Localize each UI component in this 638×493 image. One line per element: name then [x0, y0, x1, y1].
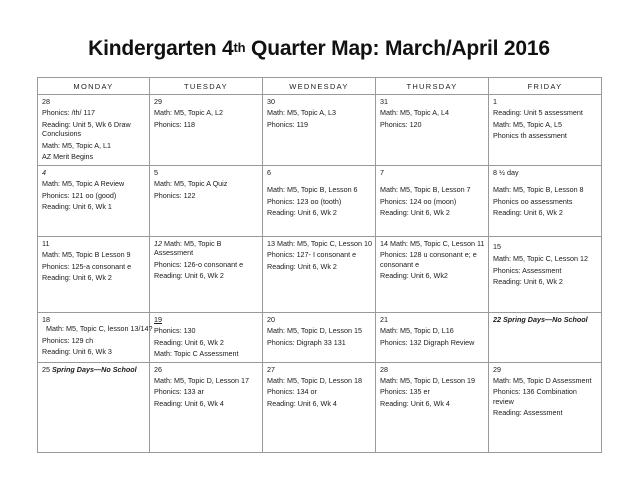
day-number: 25 — [42, 364, 50, 374]
entry: Math: M5, Topic B, Lesson 6 — [267, 185, 358, 195]
entry: Phonics: 130 — [154, 326, 196, 336]
entry: Reading: Unit 6, Wk 2 — [380, 208, 450, 218]
entry: Reading: Unit 6, Wk 2 — [154, 337, 224, 347]
entry: Phonics: 121 oo (good) — [42, 190, 117, 200]
entry: Phonics: 128 u consonant e; e consonant e — [380, 250, 477, 269]
entry: Reading: Unit 6, Wk2 — [380, 271, 448, 281]
day-number: 6 — [267, 168, 271, 177]
entry: Phonics: 124 oo (moon) — [380, 196, 457, 206]
day-cell — [489, 237, 602, 313]
entry: Math: M5, Topic A, L2 — [154, 108, 223, 118]
day-cell — [376, 166, 489, 237]
day-number: 29 — [493, 364, 501, 374]
day-number: 28 — [380, 364, 388, 374]
day-number: 11 — [42, 239, 50, 248]
header-monday: MONDAY — [38, 78, 150, 95]
day-cell — [38, 313, 153, 363]
day-number: 26 — [154, 364, 162, 374]
entry: Math: M5, Topic C, Lesson 12 — [493, 254, 588, 264]
week-row — [38, 362, 602, 452]
day-number: 30 — [267, 97, 275, 106]
header-thursday: THURSDAY — [376, 78, 489, 95]
entry: Phonics: 134 or — [267, 387, 317, 397]
entry — [493, 315, 598, 324]
day-number: 28 — [42, 97, 50, 106]
day-number: 20 — [267, 315, 275, 324]
day-number: 21 — [380, 315, 388, 324]
entry — [267, 239, 372, 248]
day-cell — [150, 166, 263, 237]
day-cell — [376, 237, 489, 313]
week-row — [38, 166, 602, 237]
entry: Phonics: 135 er — [380, 387, 430, 397]
entry: Math: M5, Topic D, Lesson 15 — [267, 326, 362, 336]
day-number: 7 — [380, 168, 384, 177]
entry: Reading: Unit 6, Wk 4 — [267, 398, 337, 408]
day-cell — [376, 313, 489, 363]
entry: Reading: Assessment — [493, 408, 563, 418]
entry: Reading: Unit 6, Wk 1 — [42, 202, 112, 212]
day-number: 13 — [267, 239, 275, 248]
day-number: 5 — [154, 168, 158, 177]
entry: Phonics: 122 — [154, 190, 196, 200]
entry-text: Spring Days—No School — [501, 315, 588, 324]
day-cell — [489, 166, 602, 237]
header-row — [38, 78, 602, 95]
day-cell — [150, 313, 263, 363]
day-cell — [263, 166, 376, 237]
day-cell — [376, 95, 489, 166]
entry: Math: M5, Topic A Review — [42, 179, 125, 189]
entry-text: Math: M5, Topic C, lesson 13/14? — [42, 324, 153, 334]
entry-text: Math: M5, Topic B Assessment — [154, 239, 222, 258]
day-cell — [263, 362, 376, 452]
entry: Math: M5, Topic D, Lesson 19 — [380, 376, 475, 386]
entry: Math: M5, Topic A, L5 — [493, 119, 562, 129]
day-number: 29 — [154, 97, 162, 106]
entry: Reading: Unit 6, Wk 2 — [493, 277, 563, 287]
day-cell — [38, 166, 150, 237]
day-number: 19 — [154, 315, 162, 324]
entry: Phonics: 123 oo (tooth) — [267, 196, 342, 206]
page-title: Kindergarten 4th Quarter Map: March/April 2016 — [88, 37, 550, 60]
entry-text: Math: M5, Topic C, Lesson 11 — [388, 239, 485, 248]
entry: Math: M5, Topic B Lesson 9 — [42, 250, 131, 260]
entry: Phonics: 125-a consonant e — [42, 261, 132, 271]
entry: Math: M5, Topic D, Lesson 18 — [267, 376, 362, 386]
entry: Reading: Unit 5, Wk 6 Draw Conclusions — [42, 119, 131, 139]
entry: Phonics: 133 ar — [154, 387, 204, 397]
calendar-table — [37, 77, 602, 453]
entry: Math: M5, Topic D, L16 — [380, 326, 454, 336]
day-number: 27 — [267, 364, 275, 374]
entry: Math: M5, Topic A, L4 — [380, 108, 449, 118]
entry: Phonics: 136 Combination review — [493, 387, 577, 406]
entry: AZ Merit Begins — [42, 152, 94, 162]
entry: Phonics: 119 — [267, 119, 309, 129]
day-cell — [150, 95, 263, 166]
entry-text: Spring Days—No School — [50, 364, 137, 374]
week-row — [38, 95, 602, 166]
entry: Phonics: 126-o consonant e — [154, 259, 244, 269]
day-number: 15 — [493, 242, 501, 251]
entry: Reading: Unit 6, Wk 2 — [267, 208, 337, 218]
week-row — [38, 237, 602, 313]
entry: Phonics: 127- I consonant e — [267, 250, 357, 260]
entry: Reading: Unit 6, Wk 3 — [42, 347, 112, 357]
entry — [380, 239, 485, 248]
day-number: 8 ½ day — [493, 168, 519, 177]
entry: Math: M5, Topic D, Lesson 17 — [154, 376, 249, 386]
entry: Reading: Unit 6, Wk 2 — [154, 271, 224, 281]
entry: Phonics oo assessments — [493, 196, 573, 206]
day-cell — [263, 95, 376, 166]
day-cell — [38, 237, 150, 313]
day-cell — [263, 237, 376, 313]
entry: Phonics: 120 — [380, 119, 422, 129]
day-number: 31 — [380, 97, 388, 106]
entry: Math: M5, Topic B, Lesson 7 — [380, 185, 471, 195]
entry: Phonics th assessment — [493, 131, 567, 141]
day-cell — [489, 95, 602, 166]
entry: Reading: Unit 6, Wk 2 — [42, 273, 112, 283]
day-cell — [263, 313, 376, 363]
day-cell — [38, 362, 150, 452]
day-number: 18 — [42, 315, 50, 324]
header-tuesday: TUESDAY — [150, 78, 263, 95]
entry: Phonics: 129 ch — [42, 335, 94, 345]
day-number: 22 — [493, 315, 501, 324]
entry: Reading: Unit 6, Wk 2 — [267, 261, 337, 271]
entry: Math: M5, Topic D Assessment — [493, 376, 592, 386]
day-cell — [489, 362, 602, 452]
day-cell — [376, 362, 489, 452]
day-cell — [38, 95, 150, 166]
day-cell — [150, 237, 263, 313]
entry: Phonics: /th/ 117 — [42, 108, 96, 118]
day-number: 14 — [380, 239, 388, 248]
header-wednesday: WEDNESDAY — [263, 78, 376, 95]
entry: Phonics: Assessment — [493, 265, 562, 275]
entry: Math: M5, Topic A, L3 — [267, 108, 336, 118]
header-friday: FRIDAY — [489, 78, 602, 95]
day-number: 12 — [154, 239, 162, 248]
entry: Math: M5, Topic A Quiz — [154, 179, 228, 189]
day-number: 1 — [493, 97, 497, 106]
day-cell — [489, 313, 602, 363]
entry: Phonics: Digraph 33 131 — [267, 337, 346, 347]
entry: Phonics: 132 Digraph Review — [380, 337, 475, 347]
week-row — [38, 313, 602, 363]
entry: Math: M5, Topic A, L1 — [42, 140, 111, 150]
entry: Reading: Unit 6, Wk 4 — [154, 398, 224, 408]
entry: Reading: Unit 6, Wk 4 — [380, 398, 450, 408]
entry: Reading: Unit 6, Wk 2 — [493, 208, 563, 218]
entry: Math: M5, Topic B, Lesson 8 — [493, 185, 584, 195]
entry: Reading: Unit 5 assessment — [493, 108, 583, 118]
day-cell — [150, 362, 263, 452]
entry: Phonics: 118 — [154, 119, 196, 129]
day-number: 4 — [42, 168, 46, 177]
entry — [154, 239, 259, 258]
entry-text: Math: M5, Topic C, Lesson 10 — [275, 239, 372, 248]
entry: Math: Topic C Assessment — [154, 349, 239, 359]
entry — [42, 365, 146, 374]
entry — [42, 315, 153, 334]
